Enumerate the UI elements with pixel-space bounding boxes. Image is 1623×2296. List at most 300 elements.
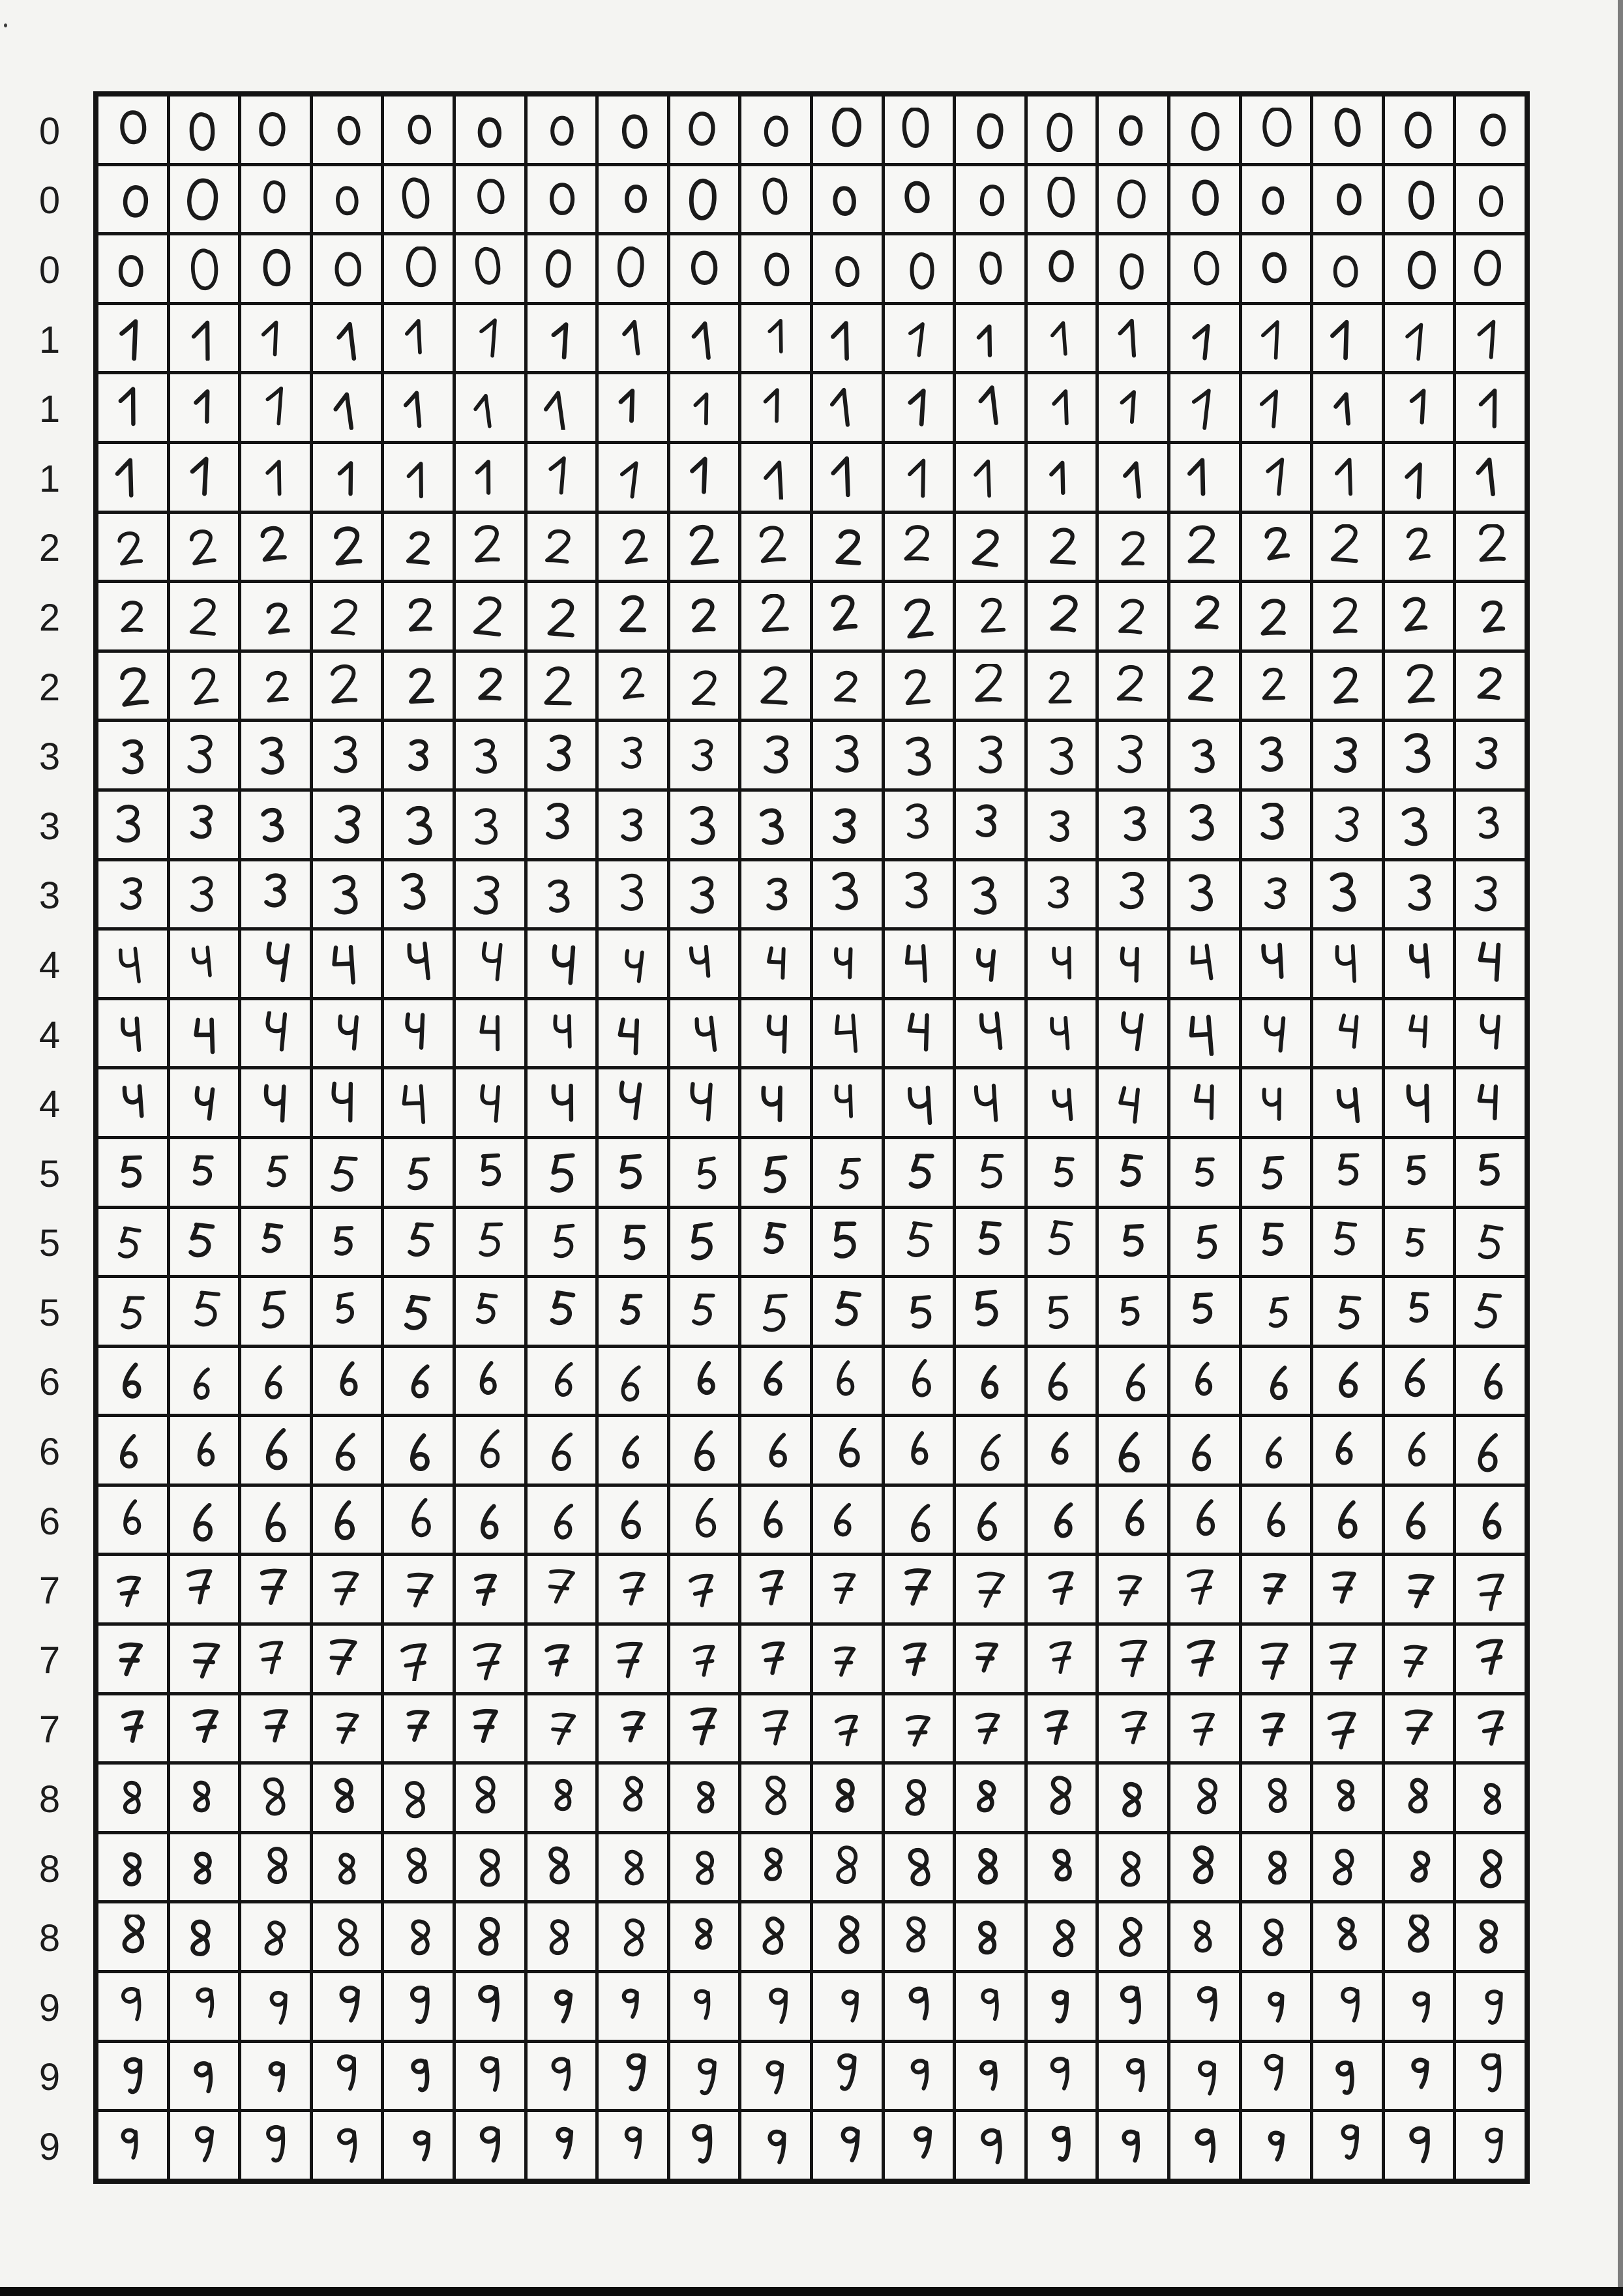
handwritten-digit-0: [182, 177, 226, 221]
digit-cell: [599, 722, 667, 788]
digit-cell: [813, 792, 882, 858]
digit-cell: [813, 1417, 882, 1483]
handwritten-digit-7: [468, 1637, 512, 1681]
handwritten-digit-7: [610, 1567, 655, 1611]
digit-cell: [456, 1556, 524, 1622]
digit-cell: [1242, 1000, 1311, 1067]
digit-cell: [456, 1000, 524, 1067]
digit-cell: [1456, 1209, 1525, 1275]
handwritten-digit-9: [468, 2123, 512, 2168]
handwritten-digit-8: [897, 1845, 941, 1890]
handwritten-digit-4: [1254, 1011, 1298, 1056]
handwritten-digit-2: [968, 594, 1012, 638]
digit-cell: [1385, 1626, 1453, 1692]
digit-cell: [1385, 1973, 1453, 2040]
handwritten-digit-1: [182, 316, 226, 361]
digit-cell: [1028, 166, 1096, 233]
handwritten-digit-4: [468, 942, 512, 986]
handwritten-digit-8: [182, 1776, 226, 1820]
handwritten-digit-9: [1111, 2053, 1155, 2098]
handwritten-digit-6: [825, 1428, 869, 1472]
digit-cell: [741, 931, 810, 997]
handwritten-digit-7: [1468, 1567, 1513, 1611]
handwritten-digit-5: [897, 1150, 941, 1195]
digit-cell: [1028, 1556, 1096, 1622]
handwritten-digit-2: [325, 594, 369, 638]
digit-cell: [670, 931, 739, 997]
digit-cell: [1456, 1000, 1525, 1067]
handwritten-digit-6: [110, 1428, 155, 1472]
handwritten-digit-4: [1182, 942, 1227, 986]
digit-cell: [1028, 1069, 1096, 1136]
handwritten-digit-8: [1182, 1776, 1227, 1820]
digit-cell: [98, 2043, 167, 2110]
digit-cell: [528, 97, 596, 163]
digit-cell: [170, 1278, 239, 1345]
handwritten-digit-4: [1325, 1081, 1369, 1125]
handwritten-digit-7: [682, 1567, 726, 1611]
handwritten-digit-5: [182, 1219, 226, 1264]
digit-cell: [98, 1209, 167, 1275]
handwritten-digit-7: [825, 1567, 869, 1611]
digit-cell: [170, 1834, 239, 1901]
digit-cell: [670, 1000, 739, 1067]
digit-cell: [1313, 1417, 1382, 1483]
digit-cell: [741, 1765, 810, 1831]
handwritten-digit-8: [1182, 1915, 1227, 1959]
digit-cell: [1313, 653, 1382, 719]
digit-cell: [384, 1139, 453, 1206]
handwritten-digit-6: [253, 1498, 297, 1542]
digit-cell: [1028, 1139, 1096, 1206]
digit-cell: [456, 1834, 524, 1901]
handwritten-digit-3: [968, 803, 1012, 847]
handwritten-digit-0: [1468, 108, 1513, 152]
digit-cell: [1028, 444, 1096, 511]
digit-cell: [98, 931, 167, 997]
digit-cell: [170, 1139, 239, 1206]
handwritten-digit-0: [754, 177, 798, 221]
handwritten-digit-1: [1397, 455, 1441, 499]
handwritten-digit-7: [1397, 1637, 1441, 1681]
handwritten-digit-3: [754, 803, 798, 847]
handwritten-digit-4: [968, 1081, 1012, 1125]
digit-cell: [670, 653, 739, 719]
digit-cell: [528, 374, 596, 441]
handwritten-digit-6: [468, 1428, 512, 1472]
digit-cell: [741, 374, 810, 441]
digit-cell: [456, 2112, 524, 2179]
handwritten-digit-0: [182, 246, 226, 291]
digit-cell: [956, 1348, 1024, 1414]
digit-cell: [1028, 583, 1096, 649]
digit-cell: [241, 1278, 310, 1345]
handwritten-digit-0: [110, 108, 155, 152]
handwritten-digit-7: [1111, 1637, 1155, 1681]
digit-cell: [313, 1209, 381, 1275]
digit-cell: [98, 166, 167, 233]
digit-cell: [885, 2112, 953, 2179]
digit-cell: [456, 444, 524, 511]
handwritten-digit-0: [1397, 246, 1441, 291]
handwritten-digit-1: [253, 385, 297, 430]
digit-cell: [384, 722, 453, 788]
digit-cell: [98, 305, 167, 372]
digit-cell: [1385, 1834, 1453, 1901]
handwritten-digit-9: [825, 2053, 869, 2098]
handwritten-digit-7: [539, 1637, 584, 1681]
digit-cell: [741, 653, 810, 719]
handwritten-digit-0: [968, 177, 1012, 221]
handwritten-digit-0: [1254, 108, 1298, 152]
digit-cell: [1385, 722, 1453, 788]
digit-cell: [313, 722, 381, 788]
digit-cell: [1456, 1834, 1525, 1901]
digit-cell: [1456, 374, 1525, 441]
digit-cell: [1099, 1834, 1167, 1901]
digit-cell: [741, 1834, 810, 1901]
handwritten-digit-7: [1325, 1706, 1369, 1750]
handwritten-digit-3: [1325, 733, 1369, 777]
digit-cell: [1313, 861, 1382, 928]
digit-cell: [885, 1069, 953, 1136]
digit-cell: [741, 1556, 810, 1622]
digit-cell: [1170, 1903, 1239, 1970]
handwritten-digit-7: [825, 1706, 869, 1750]
digit-cell: [241, 583, 310, 649]
handwritten-digit-3: [1111, 803, 1155, 847]
digit-cell: [813, 653, 882, 719]
handwritten-digit-7: [682, 1637, 726, 1681]
digit-cell: [956, 514, 1024, 580]
digit-cell: [1028, 1903, 1096, 1970]
digit-cell: [1456, 444, 1525, 511]
digit-cell: [1385, 97, 1453, 163]
digit-cell: [741, 305, 810, 372]
digit-cell: [1313, 1973, 1382, 2040]
digit-cell: [741, 1069, 810, 1136]
digit-cell: [1170, 2112, 1239, 2179]
digit-cell: [670, 861, 739, 928]
scan-speck: [4, 23, 7, 27]
digit-cell: [1028, 1417, 1096, 1483]
digit-cell: [1170, 1973, 1239, 2040]
digit-cell: [170, 792, 239, 858]
handwritten-digit-5: [325, 1219, 369, 1264]
handwritten-digit-0: [897, 108, 941, 152]
handwritten-digit-1: [539, 455, 584, 499]
digit-cell: [1028, 1973, 1096, 2040]
digit-cell: [456, 792, 524, 858]
handwritten-digit-4: [396, 1081, 441, 1125]
digit-cell: [599, 1139, 667, 1206]
digit-cell: [599, 1417, 667, 1483]
handwritten-digit-0: [1325, 246, 1369, 291]
digit-cell: [170, 235, 239, 302]
digit-cell: [1242, 1209, 1311, 1275]
handwritten-digit-3: [1325, 803, 1369, 847]
digit-cell: [1456, 653, 1525, 719]
digit-cell: [528, 1695, 596, 1762]
digit-cell: [456, 1209, 524, 1275]
handwritten-digit-5: [825, 1219, 869, 1264]
handwritten-digit-5: [968, 1289, 1012, 1334]
handwritten-digit-8: [396, 1776, 441, 1820]
handwritten-digit-5: [110, 1150, 155, 1195]
digit-cell: [98, 1903, 167, 1970]
handwritten-digit-1: [682, 385, 726, 430]
digit-cell: [741, 444, 810, 511]
handwritten-digit-2: [754, 664, 798, 708]
digit-cell: [1099, 2043, 1167, 2110]
digit-cell: [956, 1626, 1024, 1692]
digit-cell: [670, 1626, 739, 1692]
digit-cell: [813, 1487, 882, 1553]
handwritten-digit-7: [1111, 1567, 1155, 1611]
digit-cell: [241, 1903, 310, 1970]
digit-cell: [885, 1556, 953, 1622]
digit-cell: [241, 514, 310, 580]
digit-cell: [1028, 235, 1096, 302]
handwritten-digit-5: [110, 1289, 155, 1334]
digit-cell: [670, 97, 739, 163]
digit-cell: [741, 1695, 810, 1762]
handwritten-digit-1: [1254, 385, 1298, 430]
handwritten-digit-8: [1254, 1776, 1298, 1820]
row-label-column: [13, 97, 86, 2182]
handwritten-digit-4: [1039, 942, 1084, 986]
digit-cell: [599, 1000, 667, 1067]
handwritten-digit-1: [539, 385, 584, 430]
handwritten-digit-2: [1254, 594, 1298, 638]
digit-cell: [885, 722, 953, 788]
digit-cell: [1385, 1487, 1453, 1553]
handwritten-digit-1: [1325, 455, 1369, 499]
digit-cell: [1028, 1278, 1096, 1345]
handwritten-digit-5: [182, 1150, 226, 1195]
handwritten-digit-8: [610, 1776, 655, 1820]
row-label: 7: [38, 1570, 61, 1613]
handwritten-digit-4: [1468, 1081, 1513, 1125]
handwritten-digit-5: [825, 1289, 869, 1334]
handwritten-digit-2: [182, 524, 226, 569]
digit-cell: [1385, 1000, 1453, 1067]
digit-cell: [956, 583, 1024, 649]
digit-cell: [741, 166, 810, 233]
handwritten-digit-4: [1325, 942, 1369, 986]
digit-cell: [813, 1209, 882, 1275]
handwritten-digit-1: [110, 455, 155, 499]
handwritten-digit-4: [682, 1081, 726, 1125]
handwritten-digit-9: [754, 2053, 798, 2098]
handwritten-digit-0: [825, 177, 869, 221]
handwritten-digit-8: [1182, 1845, 1227, 1890]
handwritten-digit-0: [396, 246, 441, 291]
handwritten-digit-3: [110, 872, 155, 916]
digit-cell: [885, 653, 953, 719]
digit-cell: [313, 1973, 381, 2040]
digit-cell: [241, 931, 310, 997]
handwritten-digit-9: [468, 2053, 512, 2098]
handwritten-digit-8: [253, 1776, 297, 1820]
handwritten-digit-3: [539, 872, 584, 916]
handwritten-digit-3: [182, 733, 226, 777]
handwritten-digit-0: [610, 177, 655, 221]
handwritten-digit-1: [1111, 316, 1155, 361]
digit-cell: [98, 1348, 167, 1414]
digit-cell: [313, 97, 381, 163]
handwritten-digit-7: [182, 1637, 226, 1681]
digit-cell: [241, 1765, 310, 1831]
handwritten-digit-6: [110, 1498, 155, 1542]
digit-cell: [885, 166, 953, 233]
handwritten-digit-3: [682, 803, 726, 847]
handwritten-digit-9: [1039, 2123, 1084, 2168]
digit-cell: [1242, 1139, 1311, 1206]
digit-cell: [599, 444, 667, 511]
handwritten-digit-7: [1182, 1637, 1227, 1681]
handwritten-digit-4: [968, 1011, 1012, 1056]
row-label: 8: [38, 1778, 61, 1821]
handwritten-digit-5: [682, 1150, 726, 1195]
handwritten-digit-2: [1397, 524, 1441, 569]
handwritten-digit-7: [325, 1706, 369, 1750]
digit-cell: [1099, 235, 1167, 302]
digit-cell: [170, 1417, 239, 1483]
digit-cell: [956, 305, 1024, 372]
handwritten-digit-2: [110, 664, 155, 708]
digit-cell: [813, 2043, 882, 2110]
digit-cell: [599, 2043, 667, 2110]
handwritten-digit-3: [610, 872, 655, 916]
digit-cell: [813, 1348, 882, 1414]
handwritten-digit-1: [396, 455, 441, 499]
digit-cell: [456, 653, 524, 719]
handwritten-digit-3: [1397, 733, 1441, 777]
digit-cell: [528, 235, 596, 302]
handwritten-digit-5: [1325, 1289, 1369, 1334]
digit-cell: [1385, 444, 1453, 511]
digit-cell: [741, 2112, 810, 2179]
digit-cell: [956, 1695, 1024, 1762]
handwritten-digit-6: [682, 1498, 726, 1542]
handwritten-digit-3: [468, 872, 512, 916]
digit-cell: [1028, 2043, 1096, 2110]
handwritten-digit-0: [468, 246, 512, 291]
digit-cell: [456, 1695, 524, 1762]
handwritten-digit-8: [1397, 1845, 1441, 1890]
handwritten-digit-6: [396, 1428, 441, 1472]
handwritten-digit-3: [396, 872, 441, 916]
handwritten-digit-8: [110, 1845, 155, 1890]
digit-cell: [1170, 1069, 1239, 1136]
digit-cell: [528, 1903, 596, 1970]
handwritten-digit-7: [1325, 1567, 1369, 1611]
handwritten-digit-3: [396, 803, 441, 847]
digit-cell: [599, 374, 667, 441]
handwritten-digit-9: [897, 1984, 941, 2029]
digit-cell: [741, 1139, 810, 1206]
digit-cell: [313, 1556, 381, 1622]
handwritten-digit-8: [682, 1915, 726, 1959]
digit-cell: [1313, 1834, 1382, 1901]
handwritten-digit-5: [754, 1289, 798, 1334]
digit-cell: [1099, 861, 1167, 928]
digit-cell: [1242, 583, 1311, 649]
handwritten-digit-4: [1039, 1011, 1084, 1056]
digit-cell: [599, 235, 667, 302]
digit-cell: [384, 514, 453, 580]
handwritten-digit-7: [253, 1567, 297, 1611]
handwritten-digit-8: [968, 1915, 1012, 1959]
digit-cell: [956, 722, 1024, 788]
digit-cell: [1456, 235, 1525, 302]
handwritten-digit-3: [610, 733, 655, 777]
digit-cell: [313, 166, 381, 233]
handwritten-digit-0: [396, 177, 441, 221]
digit-cell: [813, 1069, 882, 1136]
digit-cell: [384, 1348, 453, 1414]
handwritten-digit-8: [1397, 1915, 1441, 1959]
handwritten-digit-2: [1325, 664, 1369, 708]
handwritten-digit-3: [1111, 733, 1155, 777]
handwritten-digit-5: [1397, 1219, 1441, 1264]
digit-cell: [956, 444, 1024, 511]
handwritten-digit-4: [610, 1011, 655, 1056]
handwritten-digit-6: [610, 1358, 655, 1403]
handwritten-digit-0: [468, 108, 512, 152]
digit-cell: [456, 1278, 524, 1345]
handwritten-digit-1: [610, 455, 655, 499]
handwritten-digit-3: [1111, 872, 1155, 916]
handwritten-digit-2: [396, 524, 441, 569]
digit-cell: [170, 2112, 239, 2179]
handwritten-digit-1: [1039, 455, 1084, 499]
handwritten-digit-4: [825, 1081, 869, 1125]
handwritten-digit-2: [682, 524, 726, 569]
row-label: 8: [38, 1917, 61, 1960]
handwritten-digit-3: [468, 803, 512, 847]
handwritten-digit-9: [1254, 1984, 1298, 2029]
handwritten-digit-2: [968, 664, 1012, 708]
handwritten-digit-4: [1111, 1081, 1155, 1125]
digit-cell: [528, 931, 596, 997]
handwritten-digit-9: [1182, 1984, 1227, 2029]
handwritten-digit-8: [1039, 1845, 1084, 1890]
handwritten-digit-5: [968, 1219, 1012, 1264]
handwritten-digit-8: [1325, 1776, 1369, 1820]
handwritten-digit-3: [1182, 733, 1227, 777]
digit-cell: [241, 1973, 310, 2040]
digit-cell: [885, 861, 953, 928]
digit-cell: [241, 1069, 310, 1136]
handwritten-digit-9: [110, 2053, 155, 2098]
digit-cell: [813, 722, 882, 788]
handwritten-digit-7: [610, 1637, 655, 1681]
digit-cell: [98, 1626, 167, 1692]
handwritten-digit-8: [610, 1915, 655, 1959]
digit-cell: [313, 374, 381, 441]
handwritten-digit-8: [1039, 1776, 1084, 1820]
digit-cell: [1099, 97, 1167, 163]
digit-cell: [956, 235, 1024, 302]
handwritten-digit-8: [754, 1845, 798, 1890]
digit-cell: [384, 374, 453, 441]
digit-cell: [1456, 1139, 1525, 1206]
digit-cell: [1170, 1278, 1239, 1345]
handwritten-digit-9: [1182, 2123, 1227, 2168]
handwritten-digit-8: [1468, 1776, 1513, 1820]
